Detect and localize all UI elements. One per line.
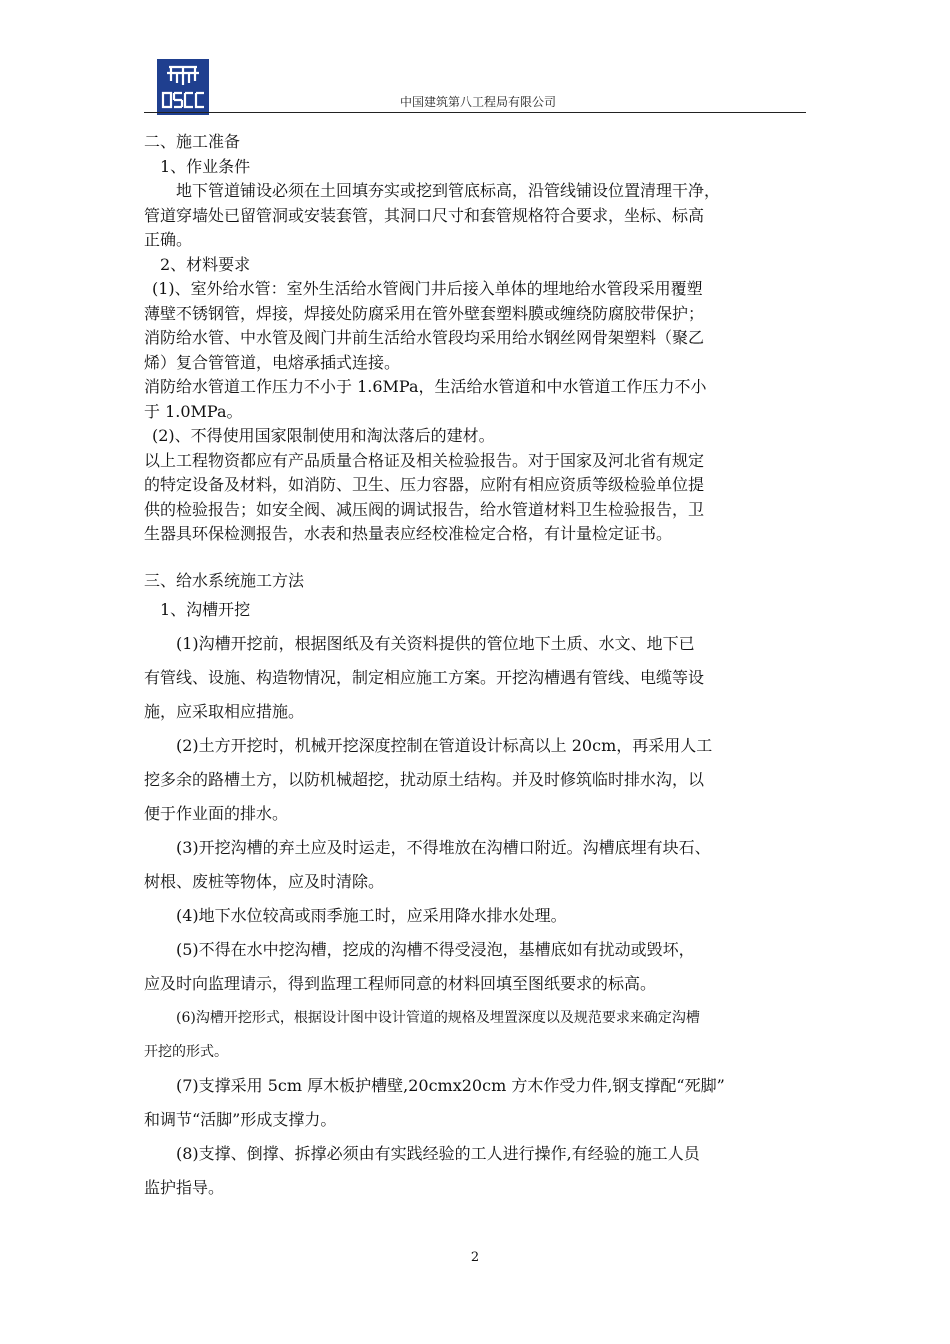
paragraph-line: 挖多余的路槽土方，以防机械超挖，扰动原土结构。并及时修筑临时排水沟，以 — [144, 770, 705, 789]
paragraph-line: 和调节“活脚”形成支撑力。 — [144, 1110, 337, 1129]
header-divider — [144, 112, 806, 113]
paragraph-line: 于 1.0MPa。 — [144, 401, 243, 421]
paragraph-line: 有管线、设施、构造物情况，制定相应施工方案。开挖沟槽遇有管线、电缆等设 — [144, 668, 705, 687]
document-body — [144, 130, 806, 1205]
paragraph-line: 便于作业面的排水。 — [144, 804, 289, 823]
paragraph-line: 应及时向监理请示，得到监理工程师同意的材料回填至图纸要求的标高。 — [144, 974, 657, 993]
paragraph-line: 薄壁不锈钢管，焊接，焊接处防腐采用在管外壁套塑料膜或缠绕防腐胶带保护； — [144, 303, 705, 323]
paragraph-line: 地下管道铺设必须在土回填夯实或挖到管底标高，沿管线铺设位置清理干净， — [176, 181, 721, 200]
subsection-heading: 1、沟槽开挖 — [160, 600, 251, 619]
paragraph-line: 以上工程物资都应有产品质量合格证及相关检验报告。对于国家及河北省有规定 — [144, 450, 705, 470]
section-heading: 二、施工准备 — [144, 132, 241, 151]
paragraph-line: (1)、室外给水管：室外生活给水管阀门井后接入单体的埋地给水管段采用覆塑 — [152, 279, 703, 298]
paragraph-line: (2)、不得使用国家限制使用和淘汰落后的建材。 — [152, 426, 495, 445]
subsection-heading: 1、作业条件 — [160, 156, 251, 176]
company-name: 中国建筑第八工程局有限公司 — [400, 95, 557, 109]
paragraph-line: (7)支撑采用 5cm 厚木板护槽壁,20cmx20cm 方木作受力件,钢支撑配“死脚” — [176, 1076, 725, 1095]
paragraph-line: (3)开挖沟槽的弃土应及时运走，不得堆放在沟槽口附近。沟槽底埋有块石、 — [176, 838, 711, 857]
paragraph-line: 生器具环保检测报告，水表和热量表应经校准检定合格，有计量检定证书。 — [144, 524, 673, 543]
section-heading: 三、给水系统施工方法 — [144, 570, 305, 590]
subsection-heading: 2、材料要求 — [160, 254, 251, 274]
paragraph-line: 消防给水管、中水管及阀门井前生活给水管段均采用给水钢丝网骨架塑料（聚乙 — [144, 328, 705, 347]
paragraph-line: (5)不得在水中挖沟槽，挖成的沟槽不得受浸泡，基槽底如有扰动或毁坏， — [176, 940, 695, 959]
paragraph-line: 消防给水管道工作压力不小于 1.6MPa，生活给水管道和中水管道工作压力不小 — [144, 377, 707, 396]
paragraph-line: 的特定设备及材料，如消防、卫生、压力容器，应附有相应资质等级检验单位提 — [144, 475, 705, 494]
paragraph-line: (6)沟槽开挖形式，根据设计图中设计管道的规格及埋置深度以及规范要求来确定沟槽 — [176, 1010, 700, 1026]
page-number: 2 — [470, 1250, 480, 1265]
paragraph-line: 开挖的形式。 — [144, 1044, 228, 1060]
paragraph-line: 供的检验报告；如安全阀、减压阀的调试报告，给水管道材料卫生检验报告，卫 — [144, 499, 705, 519]
paragraph-line: (1)沟槽开挖前，根据图纸及有关资料提供的管位地下土质、水文、地下已 — [176, 634, 695, 653]
paragraph-line: 施，应采取相应措施。 — [144, 702, 305, 721]
paragraph-line: (2)土方开挖时，机械开挖深度控制在管道设计标高以上 20cm，再采用人工 — [176, 736, 713, 755]
paragraph-line: (4)地下水位较高或雨季施工时，应采用降水排水处理。 — [176, 906, 567, 925]
paragraph-line: 管道穿墙处已留管洞或安装套管，其洞口尺寸和套管规格符合要求，坐标、标高 — [144, 205, 705, 225]
paragraph-line: 监护指导。 — [144, 1178, 225, 1197]
paragraph-line: (8)支撑、倒撑、拆撑必须由有实践经验的工人进行操作,有经验的施工人员 — [176, 1144, 700, 1163]
company-logo — [157, 59, 209, 115]
paragraph-line: 树根、废桩等物体，应及时清除。 — [144, 872, 385, 891]
paragraph-line: 正确。 — [144, 230, 193, 249]
paragraph-line: 烯）复合管管道，电熔承插式连接。 — [144, 352, 401, 372]
